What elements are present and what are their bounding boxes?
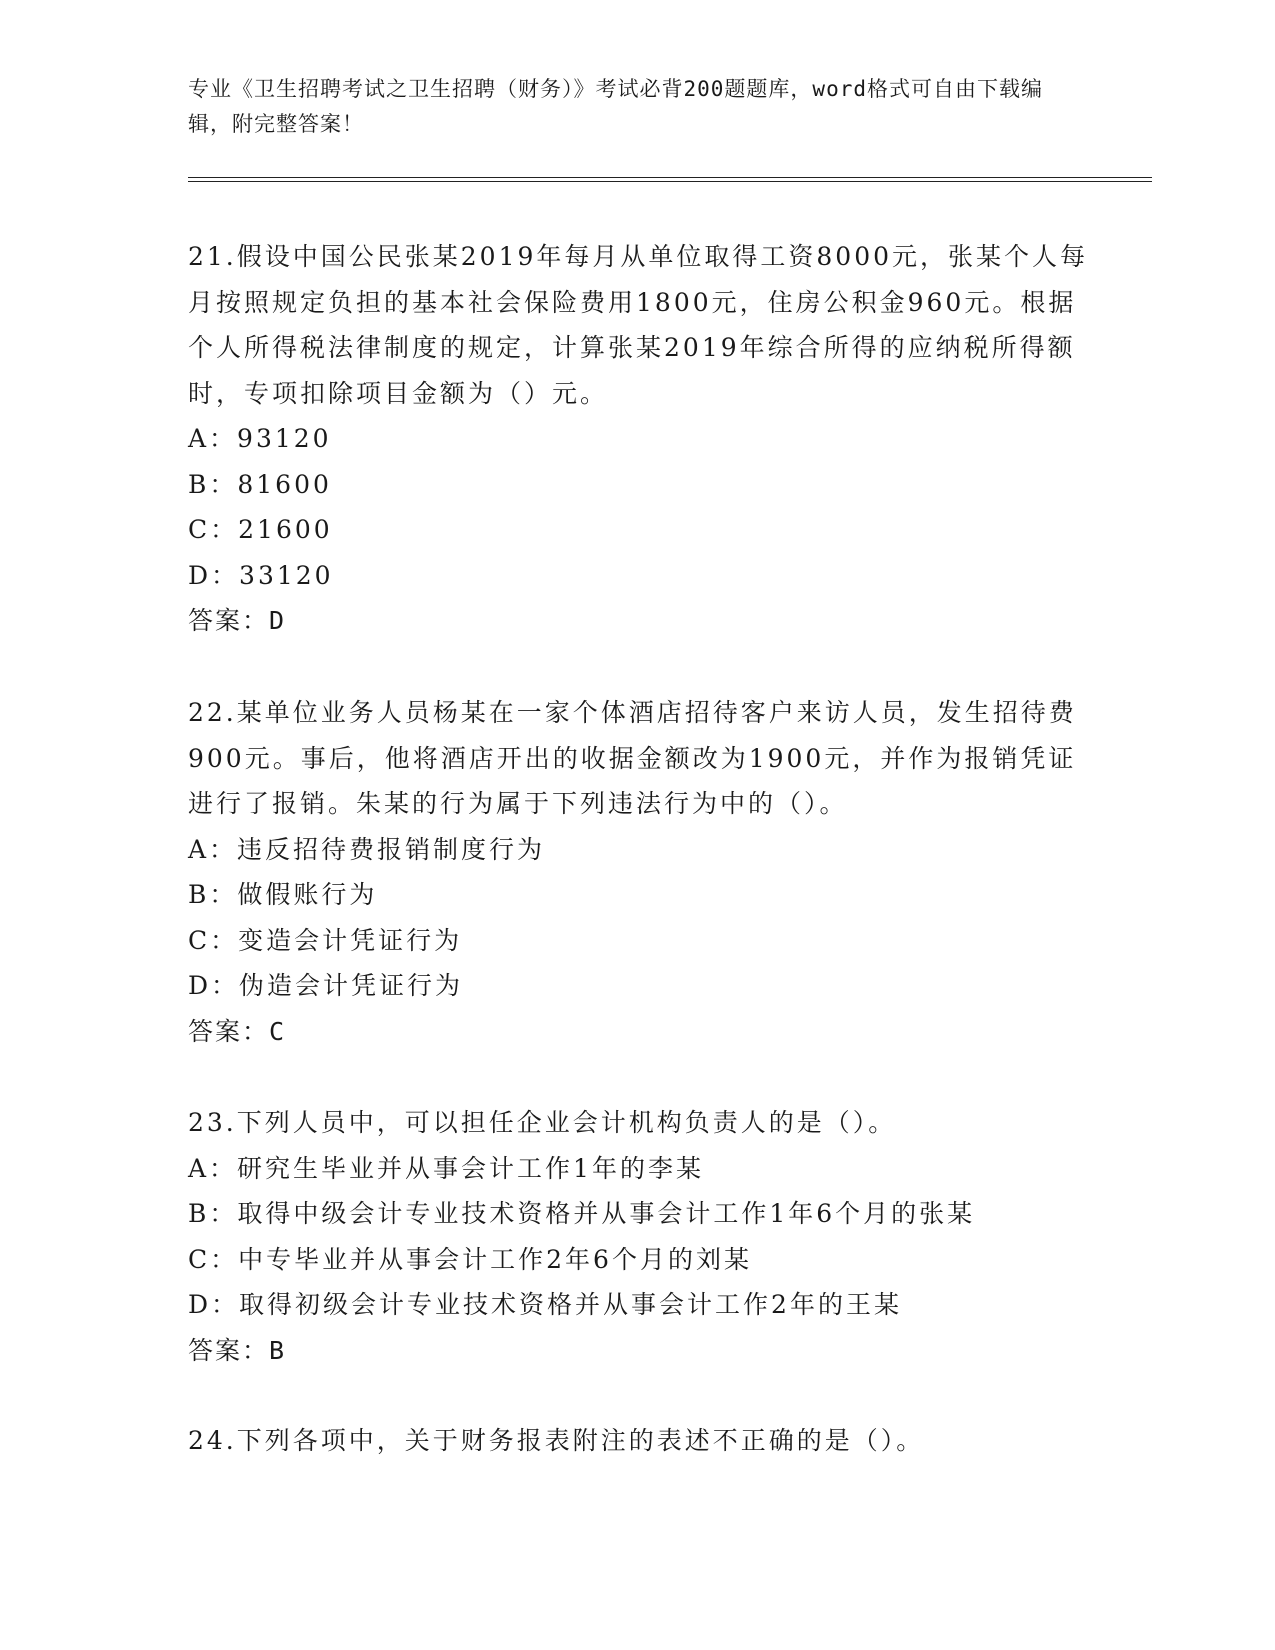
option-a: A：93120 [188, 424, 332, 453]
question-23 [188, 1100, 1088, 1373]
option-d: D：取得初级会计专业技术资格并从事会计工作2年的王某 [188, 1290, 902, 1319]
option-c: C：21600 [188, 515, 333, 544]
question-stem: 24.下列各项中，关于财务报表附注的表述不正确的是（）。 [188, 1426, 925, 1455]
question-24 [188, 1418, 1088, 1464]
question-stem: 21.假设中国公民张某2019年每月从单位取得工资8000元，张某个人每月按照规定负担的基本社会保险费用1800元，住房公积金960元。根据个人所得税法律制度的规定，计算张某2019年综合所得的应纳税所得额时，专项扣除项目金额为（）元。 [188, 242, 1089, 408]
question-21 [188, 234, 1088, 644]
answer-line: 答案：C [188, 1016, 287, 1046]
option-d: D：33120 [188, 560, 334, 590]
header-divider-bottom [188, 181, 1152, 182]
question-stem: 22.某单位业务人员杨某在一家个体酒店招待客户来访人员，发生招待费900元。事后，他将酒店开出的收据金额改为1900元，并作为报销凭证进行了报销。朱某的行为属于下列违法行为中的（）。 [188, 698, 1077, 818]
document-header: 专业《卫生招聘考试之卫生招聘（财务）》考试必背200题题库，word格式可自由下载编辑，附完整答案！ [188, 77, 1043, 136]
answer-line: 答案：D [188, 606, 287, 635]
option-b: B：做假账行为 [188, 880, 378, 909]
option-d: D：伪造会计凭证行为 [188, 971, 464, 1000]
option-c: C：中专毕业并从事会计工作2年6个月的刘某 [188, 1244, 752, 1274]
question-stem: 23.下列人员中，可以担任企业会计机构负责人的是（）。 [188, 1108, 897, 1137]
answer-line: 答案：B [188, 1335, 287, 1365]
option-a: A：违反招待费报销制度行为 [188, 834, 546, 864]
option-a: A：研究生毕业并从事会计工作1年的李某 [188, 1153, 704, 1183]
option-c: C：变造会计凭证行为 [188, 925, 463, 955]
header-divider-top [188, 177, 1152, 178]
option-b: B：取得中级会计专业技术资格并从事会计工作1年6个月的张某 [188, 1199, 976, 1228]
question-22 [188, 690, 1088, 1054]
option-b: B：81600 [188, 469, 332, 499]
